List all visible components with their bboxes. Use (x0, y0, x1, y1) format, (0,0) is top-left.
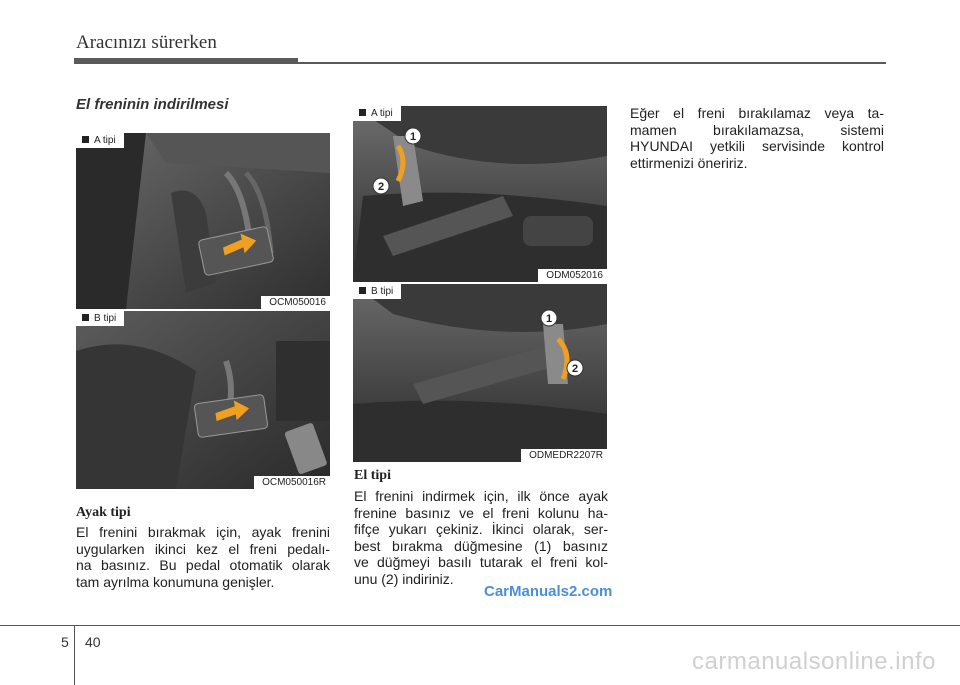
hand-lever-illustration (353, 106, 607, 282)
text-line: unu (2) indiriniz. (354, 570, 454, 587)
header-rule-thick (74, 58, 298, 64)
square-bullet-icon (82, 136, 89, 143)
text-line: best bırakma düğmesine (1) basınız (354, 537, 608, 554)
figure-tag: B tipi (76, 311, 124, 326)
site-watermark: carmanualsonline.info (692, 648, 936, 675)
text-line: mamen bırakılamazsa, sistemi (630, 121, 884, 138)
text-line: ettirmenizi öneririz. (630, 154, 748, 171)
text-line: fifçe yukarı çekiniz. İkinci olarak, ser- (354, 521, 608, 537)
figure-hand-type-a (353, 106, 607, 282)
callout-marker-2: 2 (571, 363, 579, 375)
section-heading: El freninin indirilmesi (76, 96, 229, 113)
figure-foot-type-a (76, 133, 330, 309)
callout-marker-1: 1 (545, 313, 553, 325)
figure-code: ODMEDR2207R (521, 449, 607, 462)
figure-code: OCM050016 (261, 296, 330, 309)
foot-type-paragraph (76, 524, 330, 590)
square-bullet-icon (359, 287, 366, 294)
footer-divider (74, 625, 75, 685)
text-line: ve düğmeyi basılı tutarak el freni kol- (354, 554, 608, 570)
text-line: El frenini indirmek için, ilk önce ayak (354, 488, 608, 504)
callout-marker-1: 1 (409, 131, 417, 143)
foot-type-heading: Ayak tipi (76, 505, 131, 520)
text-line: na basınız. Bu pedal otomatik olarak (76, 557, 330, 573)
square-bullet-icon (359, 109, 366, 116)
page-number: 40 (85, 634, 101, 650)
figure-foot-type-b (76, 311, 330, 489)
advice-paragraph (630, 105, 884, 171)
watermark-link[interactable]: CarManuals2.com (484, 583, 613, 600)
text-line: El frenini bırakmak için, ayak frenini (76, 524, 330, 540)
figure-tag: A tipi (353, 106, 401, 121)
text-line: uygularken ikinci kez el freni pedalı- (76, 540, 330, 557)
foot-pedal-illustration (76, 133, 330, 309)
figure-code: OCM050016R (254, 476, 330, 489)
text-line: Eğer el freni bırakılamaz veya ta- (630, 105, 884, 121)
footer-rule (0, 625, 960, 626)
page-header-title: Aracınızı sürerken (76, 32, 217, 53)
figure-hand-type-b (353, 284, 607, 462)
text-line: HYUNDAI yetkili servisinde kontrol (630, 138, 884, 154)
square-bullet-icon (82, 314, 89, 321)
hand-type-paragraph (354, 488, 608, 587)
hand-lever-illustration-b (353, 284, 607, 462)
text-line: tam ayrılma konumuna genişler. (76, 573, 275, 590)
foot-pedal-illustration-b (76, 311, 330, 489)
text-line: frenine basınız ve el freni kolunu ha- (354, 504, 608, 521)
header-rule-thin (298, 62, 886, 64)
figure-code: ODM052016 (538, 269, 607, 282)
callout-marker-2: 2 (377, 181, 385, 193)
chapter-number: 5 (61, 634, 69, 650)
figure-tag: A tipi (76, 133, 124, 148)
figure-tag: B tipi (353, 284, 401, 299)
hand-type-heading: El tipi (354, 468, 391, 483)
